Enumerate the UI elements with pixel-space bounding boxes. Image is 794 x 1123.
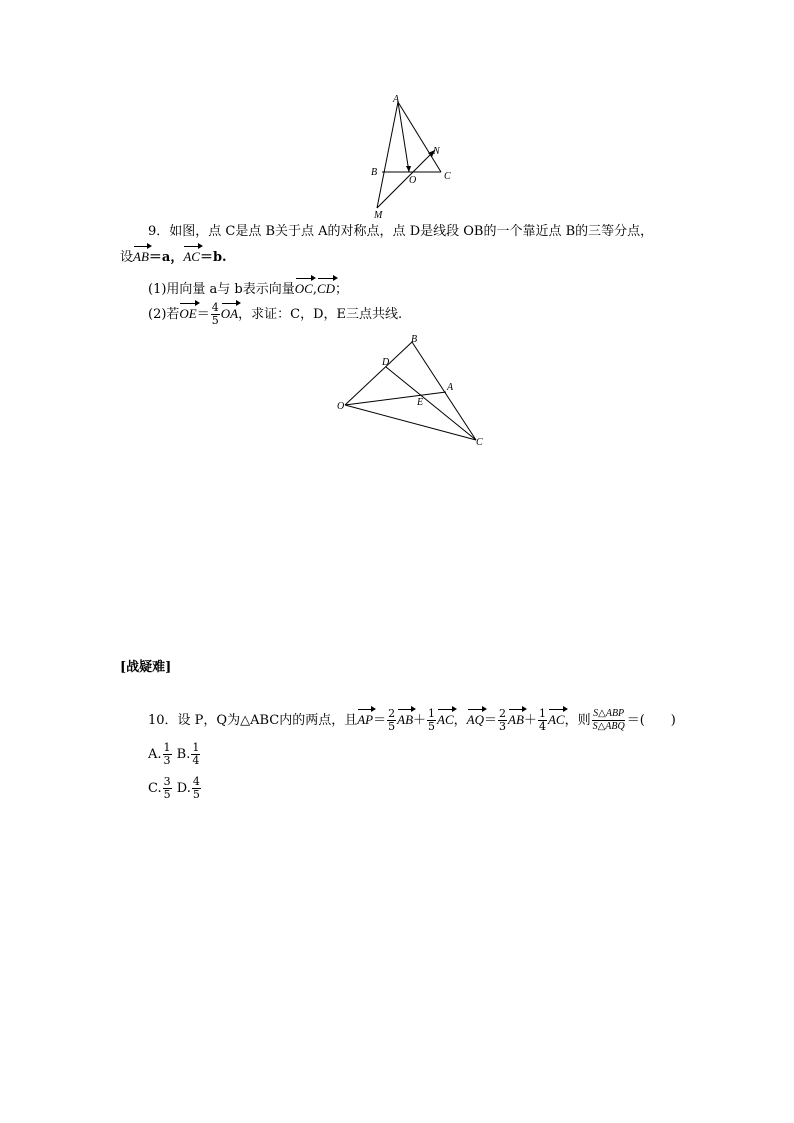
area-ratio-fraction [592,708,626,733]
frac-num: 3 [163,775,171,788]
frac-num: 4 [192,775,200,788]
fraction-2-3 [498,708,507,733]
q9-eq-a: ＝a， [148,250,184,265]
ratio-den: S△ABQ [592,721,625,732]
q9-line1 [148,220,653,239]
fig2-label-o: O [337,401,345,412]
fig1-label-o: O [409,175,417,186]
q10-eq1: ＝ [373,713,387,728]
vector-oa: OA [220,306,239,321]
fig1-label-n: N [433,146,440,157]
option-a-label: A. [148,747,162,762]
fig1-label-c: C [444,171,451,182]
q9-part2-prefix: (2)若 [148,307,180,322]
fig1-label-m: M [374,210,383,220]
frac-num: 1 [538,707,546,720]
frac-den: 5 [192,788,200,801]
vector-ab: AB [397,712,414,727]
q9-part1-suffix: ； [335,282,349,297]
frac-num: 1 [428,707,436,720]
q10-options-ab [148,742,201,767]
fig2-label-a: A [447,382,454,393]
figure-triangle-obc [330,330,490,450]
q10-plus2: ＋ [523,713,537,728]
fraction-2-5 [387,708,396,733]
fig2-label-c: C [476,437,483,448]
q9-line1-text: 9．如图，点 C是点 B关于点 A的对称点，点 D是线段 OB的一个靠近点 B的三等分点， [148,224,654,239]
frac-num: 2 [388,707,396,720]
q10-eq2: ＝ [484,713,498,728]
q9-line2-prefix: 设 [120,250,134,265]
frac-den: 5 [428,720,436,733]
vector-ac: AC [183,249,200,264]
option-d-fraction [192,776,201,801]
frac-num: 1 [192,741,200,754]
q9-eq: ＝ [196,307,210,322]
fig2-label-b: B [411,334,418,345]
frac-den: 5 [163,788,171,801]
q10-prefix: 10．设 P，Q为△ABC内的两点，且 [148,713,358,728]
frac-den: 3 [499,720,507,733]
vector-ab: AB [133,249,149,264]
q9-comma: , [312,282,317,297]
q10-then: ，则 [564,713,591,728]
vector-oe: OE [179,306,197,321]
q10-plus1: ＋ [413,713,427,728]
q10-stem [148,708,676,733]
vector-ap: AP [357,712,374,727]
q9-part1 [148,278,348,297]
frac-den: 3 [163,754,171,767]
option-c-fraction [163,776,172,801]
vector-ac: AC [547,712,565,727]
option-b-label: B. [176,747,191,762]
vector-ac: AC [437,712,454,727]
q10-tail: ＝( ) [626,713,676,728]
fig1-label-b: B [371,167,378,178]
q10-options-cd [148,776,202,801]
vector-ab: AB [508,712,524,727]
fraction-1-5 [427,708,436,733]
q9-part2-suffix: ，求证：C，D，E三点共线. [238,307,403,322]
fraction-4-5 [211,302,220,327]
frac-num: 1 [163,741,171,754]
vector-oc: OC [294,281,313,296]
vector-cd: CD [316,281,336,296]
section-title: [战疑难] [120,660,172,675]
frac-num: 4 [211,301,219,314]
q10-sep: ， [453,713,467,728]
frac-den: 4 [192,754,200,767]
q9-eq-b: ＝b. [199,250,227,265]
q9-part2 [148,302,402,327]
q9-part1-prefix: (1)用向量 a与 b表示向量 [148,282,295,297]
fig2-label-d: D [382,357,390,368]
frac-den: 4 [538,720,546,733]
frac-den: 5 [211,314,219,327]
fig1-label-a: A [393,94,400,105]
option-a-fraction [163,742,172,767]
fig2-label-e: E [417,397,424,408]
option-d-label: D. [176,781,191,796]
figure-triangle-abc-mn [360,90,460,220]
ratio-num: S△ABP [593,708,625,719]
q9-line2 [120,246,227,265]
frac-den: 5 [388,720,396,733]
option-b-fraction [191,742,200,767]
option-c-label: C. [148,781,162,796]
frac-num: 2 [499,707,507,720]
fraction-1-4 [538,708,547,733]
vector-aq: AQ [466,712,485,727]
